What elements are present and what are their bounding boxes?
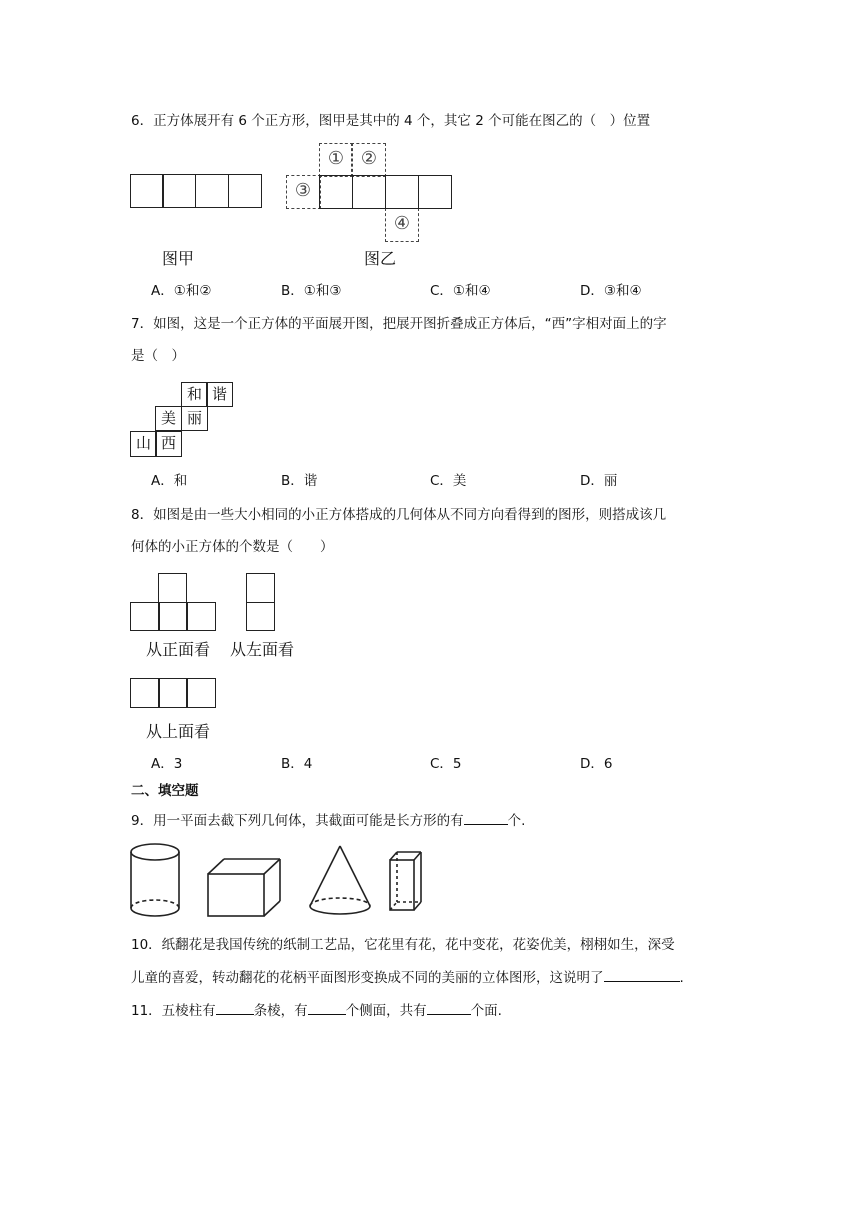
q8-option-b[interactable]: B．4 [281,756,313,772]
top-view-square [186,678,216,708]
top-view-square [158,678,188,708]
net-cell-mei: 美 [155,406,182,431]
q7-option-d[interactable]: D．丽 [580,473,618,489]
q11-part3: 个侧面，共有 [345,1003,427,1019]
front-view-square [158,573,187,603]
q10-text-after: . [679,970,684,986]
front-view-label: 从正面看 [146,640,211,659]
figure-a-square [162,174,196,208]
q8-option-d[interactable]: D．6 [580,756,613,772]
net-cell-xie: 谐 [206,382,233,407]
top-view-square [130,678,160,708]
q7-option-b[interactable]: B．谐 [281,473,318,489]
prism-shape [390,852,421,910]
q9-text [131,810,525,831]
q10-text-before: 儿童的喜爱，转动翻花的花柄平面图形变换成不同的美丽的立体图形，这说明了 [131,970,604,986]
q11-part4: 个面. [470,1003,502,1019]
net-cell-li: 丽 [181,406,208,431]
q8-text-line1: 8．如图是由一些大小相同的小正方体搭成的几何体从不同方向看得到的图形，则搭成该几 [131,507,667,523]
figure-b-caption: 图乙 [364,249,397,268]
solids-figure [120,836,440,926]
q11-blank-edges[interactable] [216,1000,254,1015]
q11-part1: 11．五棱柱有 [131,1003,216,1019]
left-view-label: 从左面看 [230,640,295,659]
front-view-square [130,602,160,631]
circled-1-mark: ① [327,148,345,169]
net-cell-shan: 山 [130,431,157,457]
q7-text-line2: 是（ ） [131,348,185,364]
circled-2-mark: ② [360,148,378,169]
q6-option-d[interactable]: D．③和④ [580,283,642,299]
net-cell-xi: 西 [155,431,182,457]
figure-a-square [130,174,164,208]
cone-shape [310,846,370,914]
top-view-label: 从上面看 [146,722,211,741]
q8-option-a[interactable]: A．3 [151,756,183,772]
q10-text-line1: 10．纸翻花是我国传统的纸制工艺品，它花里有花，花中变花，花姿优美，栩栩如生，深受 [131,937,675,953]
figure-b-square [319,175,353,209]
circled-4-mark: ④ [393,213,411,234]
section-title: 二、填空题 [131,783,199,799]
q6-option-c[interactable]: C．①和④ [430,283,491,299]
q8-option-c[interactable]: C．5 [430,756,462,772]
figure-b-square [352,175,386,209]
figure-b-square [418,175,452,209]
q6-option-b[interactable]: B．①和③ [281,283,342,299]
net-cell-he: 和 [181,382,208,407]
front-view-square [158,602,188,631]
front-view-square [186,602,216,631]
q6-text: 6．正方体展开有 6 个正方形，图甲是其中的 4 个，其它 2 个可能在图乙的（ ）位置 [131,113,651,129]
left-view-square [246,573,275,603]
left-view-square [246,602,275,631]
q9-text-after: 个. [507,813,526,829]
figure-b-square [385,175,419,209]
figure-a-caption: 图甲 [162,249,195,268]
figure-a-square [228,174,262,208]
q6-option-a[interactable]: A．①和② [151,283,212,299]
q7-option-c[interactable]: C．美 [430,473,467,489]
q11-blank-faces[interactable] [427,1000,471,1015]
q7-text-line1: 7．如图，这是一个正方体的平面展开图，把展开图折叠成正方体后，“西”字相对面上的字 [131,316,667,332]
q8-text-line2: 何体的小正方体的个数是（ ） [131,539,334,555]
cylinder-shape [131,844,179,916]
circled-3-mark: ③ [294,180,312,201]
figure-a-square [195,174,229,208]
cuboid-shape [208,859,280,916]
q9-answer-blank[interactable] [464,810,508,825]
q11-part2: 条棱，有 [253,1003,308,1019]
q9-text-before: 9．用一平面去截下列几何体，其截面可能是长方形的有 [131,813,464,829]
q11-text [131,1000,502,1021]
q10-answer-blank[interactable] [604,967,680,982]
q11-blank-sides[interactable] [308,1000,346,1015]
q7-option-a[interactable]: A．和 [151,473,188,489]
q10-text-line2 [131,967,684,988]
